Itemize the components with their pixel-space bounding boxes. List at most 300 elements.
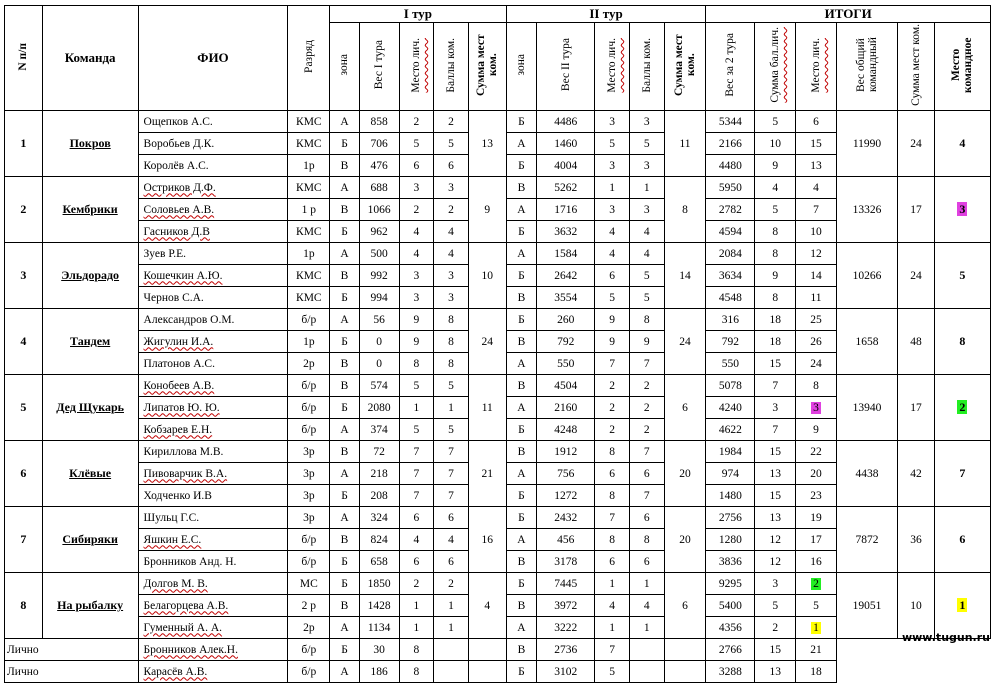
weight-1: 962 [359,221,399,243]
place-individual: 22 [796,441,837,463]
zone-2: В [506,375,537,397]
weight-total: 316 [706,309,755,331]
participant-name: Бронников Анд. Н. [138,551,288,573]
participant-rank: б/р [288,529,330,551]
weight-1: 2080 [359,397,399,419]
weight-1: 56 [359,309,399,331]
participant-name [138,397,288,419]
place-individual: 26 [796,331,837,353]
highlight-mark: 3 [959,202,966,216]
weight-total: 3634 [706,265,755,287]
participant-rank: б/р [288,661,330,683]
weight-2: 1584 [537,243,595,265]
participant-rank: б/р [288,309,330,331]
participant-rank: КМС [288,177,330,199]
points-2: 3 [629,199,664,221]
sum-points: 5 [755,595,796,617]
points-1: 8 [434,309,469,331]
participant-name: Александров О.М. [138,309,288,331]
place-individual: 9 [796,419,837,441]
header-weight-both: Вес за 2 тура [706,23,755,111]
points-2: 3 [629,111,664,133]
participant-name [138,177,288,199]
team-sum-2: 6 [664,375,706,441]
weight-2: 7445 [537,573,595,595]
weight-2: 4248 [537,419,595,441]
points-2: 1 [629,177,664,199]
place-individual: 11 [796,287,837,309]
team-sum-total: 17 [898,375,935,441]
participant-name: Шульц Г.С. [138,507,288,529]
participant-rank: 3р [288,441,330,463]
sum-points: 7 [755,419,796,441]
weight-total: 4622 [706,419,755,441]
zone-1: А [330,463,360,485]
team-sum-total: 10 [898,573,935,639]
participant-name [138,375,288,397]
participant-rank: 3р [288,463,330,485]
team-place: 6 [934,507,990,573]
zone-1: А [330,419,360,441]
zone-1: Б [330,573,360,595]
place-individual: 6 [796,111,837,133]
header-points-team-2: Баллы ком. [629,23,664,111]
points-1: 3 [434,265,469,287]
zone-2: А [506,397,537,419]
weight-2: 3554 [537,287,595,309]
participant-name [138,529,288,551]
place-1: 7 [399,463,434,485]
watermark-site: www.tugun.ru [901,631,990,644]
weight-1: 500 [359,243,399,265]
zone-2: В [506,639,537,661]
place-2: 5 [595,287,630,309]
zone-1: А [330,617,360,639]
points-2: 3 [629,155,664,177]
participant-name: Королёв А.С. [138,155,288,177]
zone-2: В [506,551,537,573]
team-number: 8 [5,573,43,639]
place-1: 5 [399,419,434,441]
zone-2: Б [506,111,537,133]
weight-total: 5078 [706,375,755,397]
zone-2: А [506,353,537,375]
zone-2: Б [506,265,537,287]
team-sum-2: 24 [664,309,706,375]
sum-points: 13 [755,507,796,529]
sum-points: 10 [755,133,796,155]
weight-1: 994 [359,287,399,309]
spellcheck-text: Жигулин И.А. [143,335,214,348]
weight-total: 1280 [706,529,755,551]
zone-1: А [330,177,360,199]
place-2: 6 [595,463,630,485]
header-number: N п/п [5,6,43,111]
zone-1: А [330,243,360,265]
zone-1: В [330,529,360,551]
sum-points: 15 [755,441,796,463]
place-1: 6 [399,551,434,573]
place-2: 8 [595,529,630,551]
team-sum-total: 36 [898,507,935,573]
participant-name: Кириллова М.В. [138,441,288,463]
zone-1: Б [330,331,360,353]
place-1: 2 [399,573,434,595]
team-place [934,573,990,639]
sum-points: 5 [755,199,796,221]
table-row [5,573,991,595]
place-2: 6 [595,551,630,573]
team-sum-1: 10 [468,243,506,309]
participant-rank: КМС [288,221,330,243]
place-2: 2 [595,419,630,441]
participant-name: Ощепков А.С. [138,111,288,133]
participant-rank: 3р [288,485,330,507]
place-individual [796,617,837,639]
header-zone-1: зона [330,23,360,111]
place-1: 6 [399,507,434,529]
participant-rank: б/р [288,551,330,573]
team-weight: 4438 [836,441,897,507]
points-2: 7 [629,441,664,463]
weight-1: 476 [359,155,399,177]
sum-points: 9 [755,265,796,287]
participant-name: Ходченко И.В [138,485,288,507]
points-1: 2 [434,573,469,595]
sum-points: 5 [755,111,796,133]
weight-1: 186 [359,661,399,683]
empty-cell [434,661,469,683]
team-place: 5 [934,243,990,309]
team-name: Тандем [42,309,138,375]
place-individual: 20 [796,463,837,485]
weight-1: 0 [359,331,399,353]
participant-name [138,419,288,441]
weight-2: 3102 [537,661,595,683]
individual-row [5,661,991,683]
participant-rank: б/р [288,375,330,397]
place-2: 5 [595,661,630,683]
table-row [5,507,991,529]
place-2: 4 [595,243,630,265]
spellcheck-text: Пивоварчик В.А. [143,467,228,480]
spellcheck-text: Гуменный А. А. [143,621,223,634]
weight-1: 658 [359,551,399,573]
place-2: 9 [595,309,630,331]
participant-rank: КМС [288,133,330,155]
empty-cell [629,661,664,683]
sum-points: 13 [755,463,796,485]
team-name: Клёвые [42,441,138,507]
team-weight: 11990 [836,111,897,177]
place-individual: 5 [796,595,837,617]
header-place-ind-total: Место лич. [796,23,837,111]
sum-points: 15 [755,485,796,507]
place-2: 1 [595,617,630,639]
weight-2: 3632 [537,221,595,243]
points-1: 8 [434,353,469,375]
points-2: 9 [629,331,664,353]
team-number: 4 [5,309,43,375]
team-place: 8 [934,309,990,375]
points-1: 7 [434,485,469,507]
team-sum-2: 8 [664,177,706,243]
points-2: 2 [629,397,664,419]
header-sum-places-total: Сумма мест ком. [898,23,935,111]
place-1: 4 [399,221,434,243]
participant-rank: 3р [288,507,330,529]
team-name: Покров [42,111,138,177]
header-sum-places-1: Сумма мест ком. [468,23,506,111]
participant-rank: МС [288,573,330,595]
points-2: 5 [629,133,664,155]
table-row [5,375,991,397]
weight-1: 218 [359,463,399,485]
sum-points: 8 [755,287,796,309]
place-individual: 25 [796,309,837,331]
participant-name [138,617,288,639]
zone-2: В [506,441,537,463]
weight-2: 5262 [537,177,595,199]
place-individual: 8 [796,375,837,397]
spellcheck-text: Соловьев А.В. [143,203,215,216]
place-individual: 15 [796,133,837,155]
zone-1: А [330,661,360,683]
team-sum-2: 11 [664,111,706,177]
team-number: 6 [5,441,43,507]
weight-1: 1134 [359,617,399,639]
zone-2: Б [506,485,537,507]
highlight-mark: 3 [813,401,819,414]
weight-2: 1912 [537,441,595,463]
weight-1: 688 [359,177,399,199]
table-row [5,309,991,331]
place-1: 5 [399,133,434,155]
team-name: Эльдорадо [42,243,138,309]
points-2: 6 [629,507,664,529]
team-sum-1: 24 [468,309,506,375]
participant-rank: КМС [288,287,330,309]
zone-1: Б [330,639,360,661]
weight-2: 3178 [537,551,595,573]
team-place [934,375,990,441]
place-1: 3 [399,265,434,287]
points-2: 8 [629,529,664,551]
team-sum-1: 11 [468,375,506,441]
participant-name [138,639,288,661]
weight-1: 1066 [359,199,399,221]
place-individual: 10 [796,221,837,243]
weight-1: 374 [359,419,399,441]
weight-1: 824 [359,529,399,551]
header-zone-2: зона [506,23,537,111]
spellcheck-text: Долгов М. В. [143,577,208,590]
participant-name [138,265,288,287]
spellcheck-text: Кошечкин А.Ю. [143,269,223,282]
participant-rank: б/р [288,639,330,661]
table-row [5,441,991,463]
weight-total: 4240 [706,397,755,419]
participant-rank: КМС [288,111,330,133]
weight-2: 550 [537,353,595,375]
weight-2: 756 [537,463,595,485]
zone-1: Б [330,551,360,573]
points-1: 3 [434,177,469,199]
empty-cell [629,639,664,661]
empty-cell [42,639,138,661]
participant-rank: 2р [288,353,330,375]
weight-total: 2782 [706,199,755,221]
participant-name [138,595,288,617]
place-2: 7 [595,639,630,661]
team-sum-2: 14 [664,243,706,309]
team-sum-total: 24 [898,111,935,177]
zone-2: Б [506,507,537,529]
weight-2: 2432 [537,507,595,529]
team-sum-1: 9 [468,177,506,243]
points-1: 5 [434,375,469,397]
weight-1: 706 [359,133,399,155]
sum-points: 2 [755,617,796,639]
place-1: 1 [399,397,434,419]
place-1: 4 [399,529,434,551]
place-1: 3 [399,177,434,199]
zone-2: А [506,199,537,221]
team-number: 1 [5,111,43,177]
team-number: 3 [5,243,43,309]
weight-2: 260 [537,309,595,331]
zone-2: А [506,463,537,485]
place-2: 6 [595,265,630,287]
header-tour1: I тур [330,6,506,23]
zone-1: Б [330,397,360,419]
place-2: 3 [595,111,630,133]
sum-points: 18 [755,331,796,353]
weight-1: 574 [359,375,399,397]
points-1: 1 [434,397,469,419]
header-weight-2: Вес II тура [537,23,595,111]
points-2: 4 [629,221,664,243]
results-body [5,111,991,683]
zone-2: В [506,287,537,309]
participant-rank: 1р [288,243,330,265]
place-individual: 17 [796,529,837,551]
sum-points: 3 [755,573,796,595]
place-2: 5 [595,133,630,155]
team-sum-1: 16 [468,507,506,573]
weight-2: 1272 [537,485,595,507]
team-place [934,177,990,243]
highlight-mark: 2 [959,400,966,414]
zone-1: А [330,111,360,133]
weight-2: 1716 [537,199,595,221]
points-2: 2 [629,375,664,397]
header-tour2: II тур [506,6,706,23]
participant-name [138,331,288,353]
header-points-team-1: Баллы ком. [434,23,469,111]
weight-total: 2756 [706,507,755,529]
place-individual [796,397,837,419]
weight-total: 1984 [706,441,755,463]
header-place-team: Место командное [934,23,990,111]
spellcheck-text: Остриков Д.Ф. [143,181,216,194]
zone-2: А [506,243,537,265]
participant-name: Воробьев Д.К. [138,133,288,155]
team-sum-total: 48 [898,309,935,375]
zone-1: Б [330,221,360,243]
points-2: 4 [629,595,664,617]
team-place: 4 [934,111,990,177]
participant-name [138,199,288,221]
place-1: 1 [399,595,434,617]
place-1: 7 [399,441,434,463]
empty-cell [664,661,706,683]
weight-2: 3972 [537,595,595,617]
highlight-mark: 1 [959,598,966,612]
weight-2: 792 [537,331,595,353]
team-name: На рыбалку [42,573,138,639]
weight-1: 992 [359,265,399,287]
header-place-ind-2: Место лич. [595,23,630,111]
team-number: 7 [5,507,43,573]
points-1: 2 [434,111,469,133]
points-1: 2 [434,199,469,221]
weight-total: 4594 [706,221,755,243]
place-individual: 16 [796,551,837,573]
spellcheck-text: Яшкин Е.С. [143,533,202,546]
weight-2: 456 [537,529,595,551]
weight-1: 858 [359,111,399,133]
weight-total: 4548 [706,287,755,309]
sum-points: 12 [755,551,796,573]
weight-total: 2766 [706,639,755,661]
team-weight: 19051 [836,573,897,639]
weight-1: 30 [359,639,399,661]
empty-cell [468,661,506,683]
weight-total: 5950 [706,177,755,199]
team-sum-2: 6 [664,573,706,639]
weight-total: 5400 [706,595,755,617]
place-1: 9 [399,331,434,353]
highlight-mark: 1 [813,621,819,634]
empty-cell [468,639,506,661]
participant-name [138,463,288,485]
team-number: 2 [5,177,43,243]
header-rank: Разряд [288,6,330,111]
team-place: 7 [934,441,990,507]
team-weight: 1658 [836,309,897,375]
zone-2: Б [506,155,537,177]
weight-total: 3836 [706,551,755,573]
team-sum-total: 24 [898,243,935,309]
table-row [5,177,991,199]
participant-rank: 2р [288,617,330,639]
place-individual: 19 [796,507,837,529]
sum-points: 18 [755,309,796,331]
team-sum-total: 17 [898,177,935,243]
empty-cell [664,639,706,661]
points-1: 1 [434,617,469,639]
team-sum-2: 20 [664,507,706,573]
header-fio: ФИО [138,6,288,111]
place-2: 1 [595,573,630,595]
points-2: 1 [629,617,664,639]
sum-points: 7 [755,375,796,397]
table-row [5,111,991,133]
points-1: 7 [434,441,469,463]
weight-2: 4486 [537,111,595,133]
place-1: 4 [399,243,434,265]
